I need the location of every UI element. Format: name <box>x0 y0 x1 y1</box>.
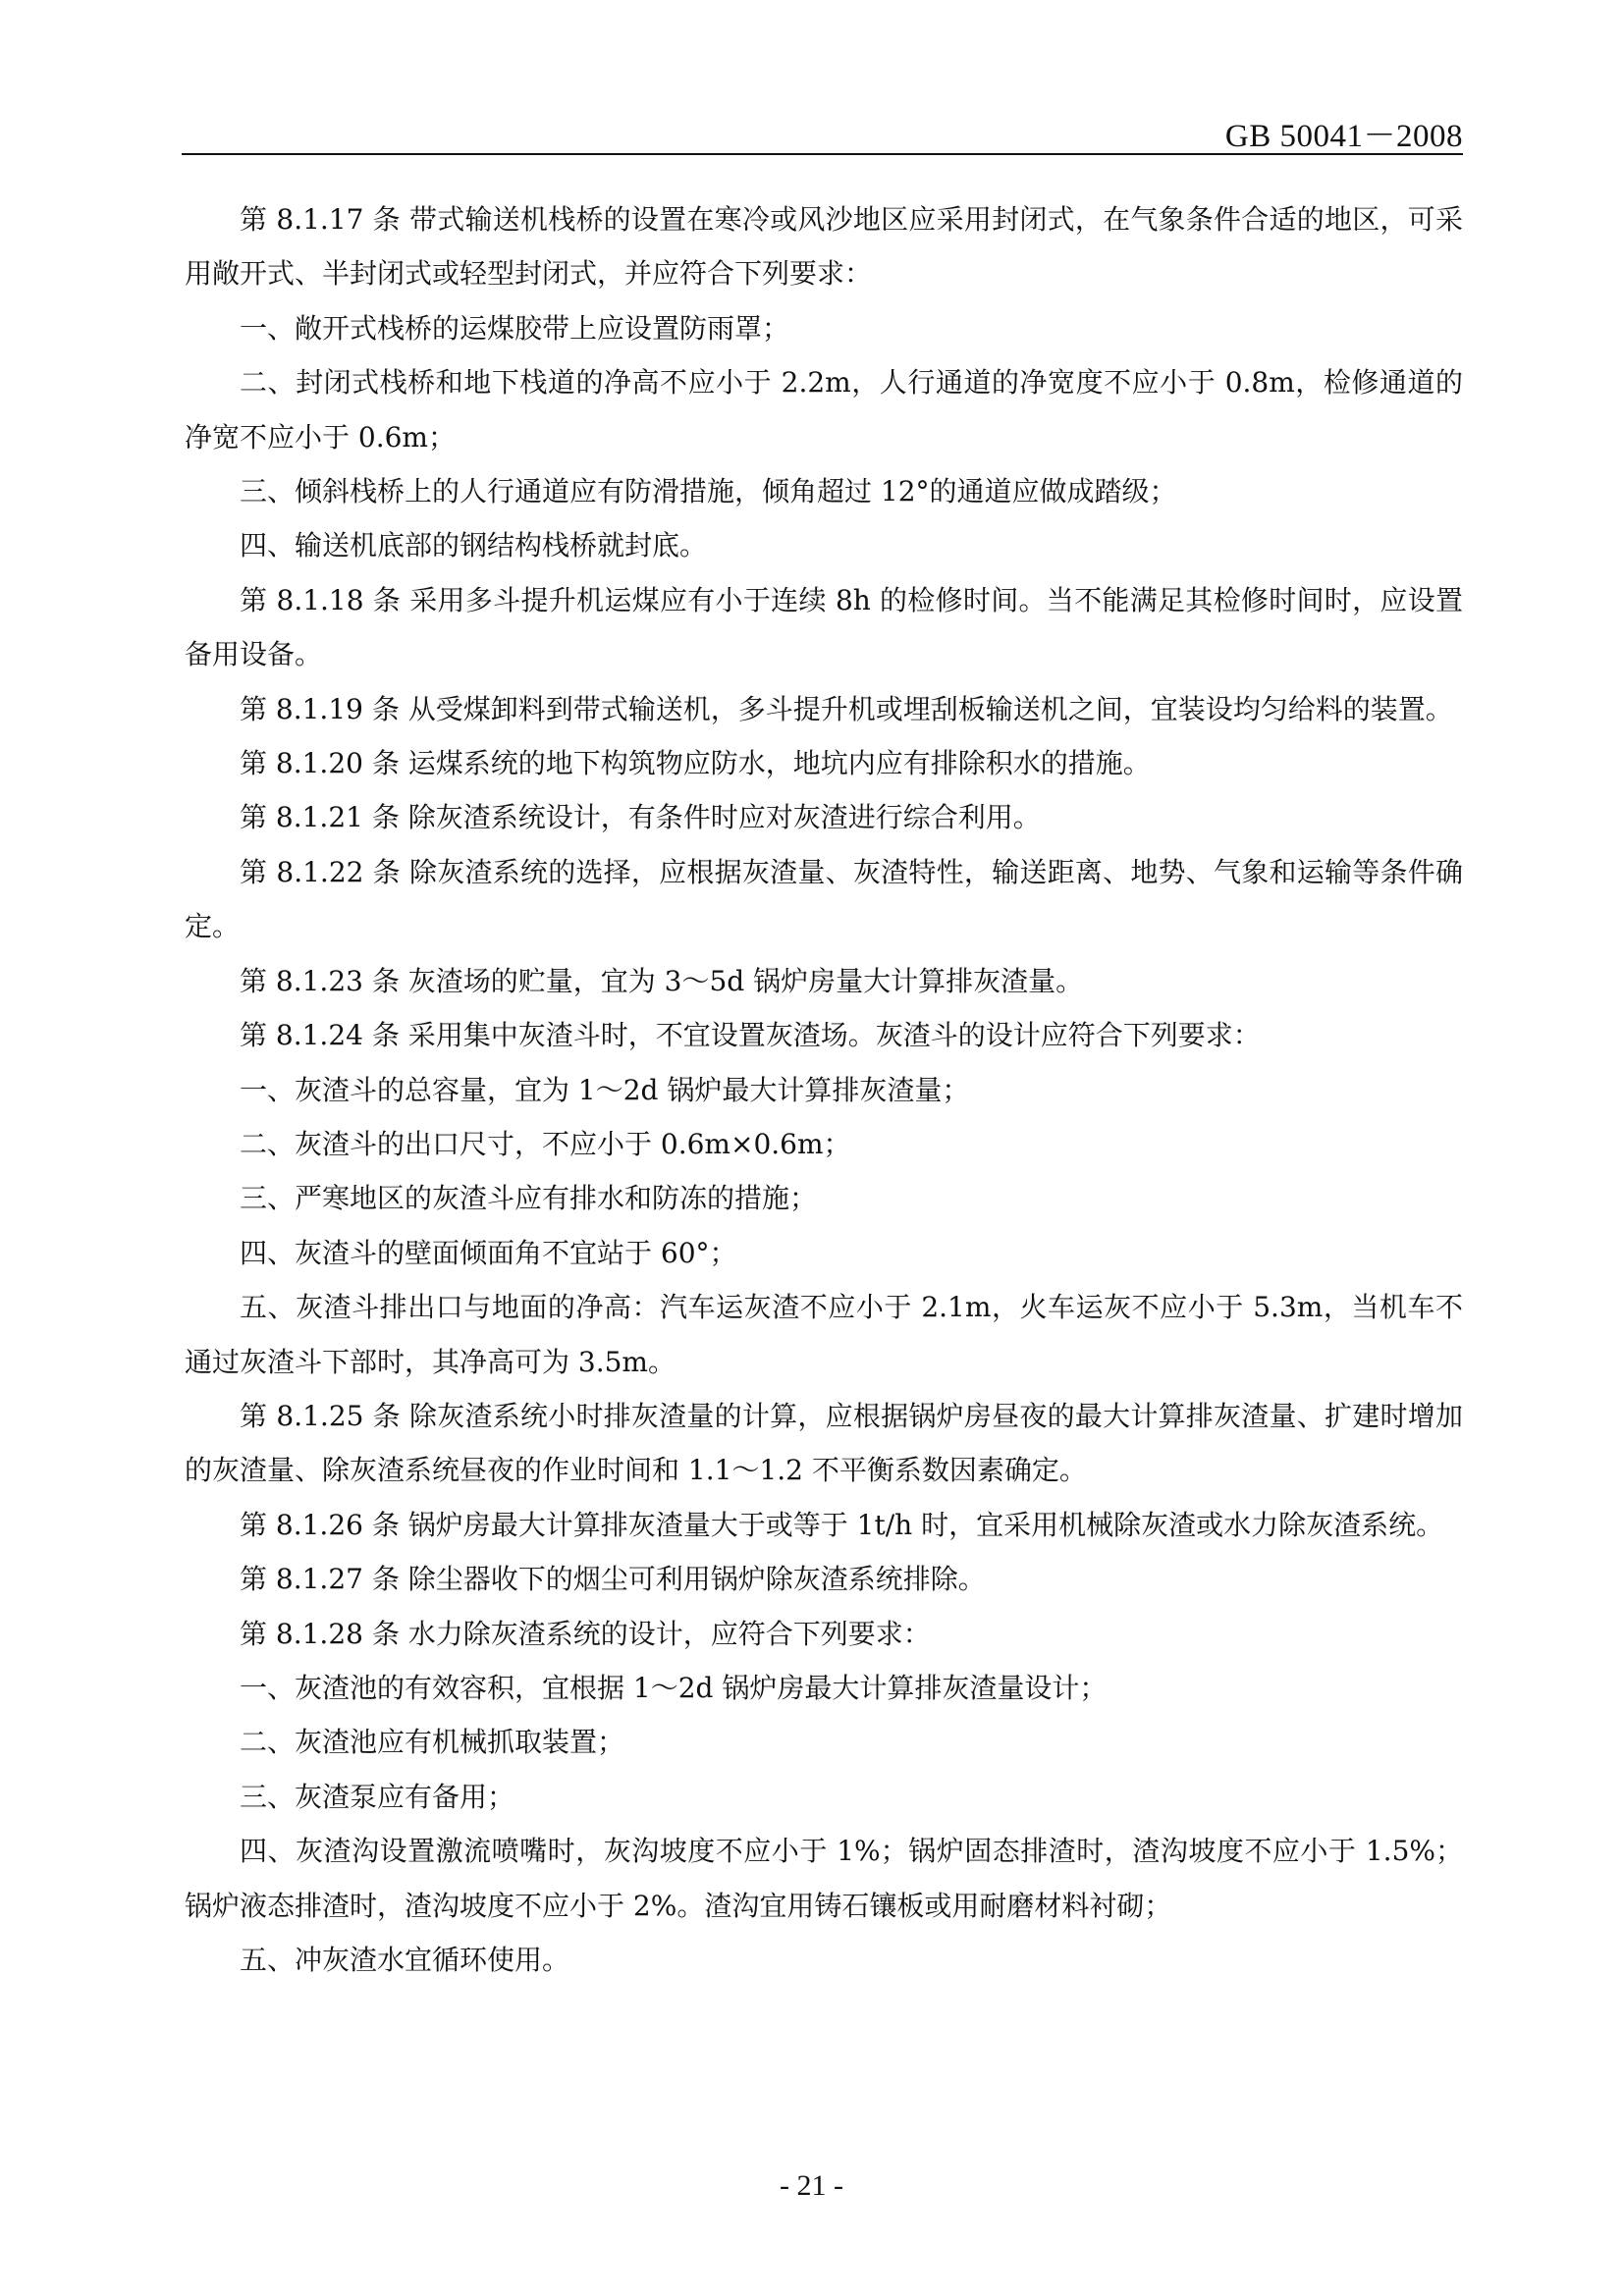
paragraph: 二、灰渣池应有机械抓取装置； <box>240 1726 625 1759</box>
paragraph: 第 8.1.28 条 水力除灰渣系统的设计，应符合下列要求： <box>240 1617 931 1650</box>
paragraph: 二、灰渣斗的出口尺寸，不应小于 0.6m×0.6m； <box>240 1127 851 1160</box>
paragraph: 第 8.1.19 条 从受煤卸料到带式输送机，多斗提升机或埋刮板输送机之间，宜装设均匀给料的装置。 <box>240 692 1453 725</box>
page-number: - 21 - <box>780 2169 843 2202</box>
paragraph: 第 8.1.20 条 运煤系统的地下构筑物应防水，地坑内应有排除积水的措施。 <box>240 747 1151 780</box>
paragraph: 一、敞开式栈桥的运煤胶带上应设置防雨罩； <box>240 311 790 345</box>
paragraph: 一、灰渣池的有效容积，宜根据 1～2d 锅炉房最大计算排灰渣量设计； <box>240 1671 1108 1704</box>
paragraph: 二、封闭式栈桥和地下栈道的净高不应小于 2.2m，人行通道的净宽度不应小于 0.8m，检修通道的净宽不应小于 0.6m； <box>185 366 1463 454</box>
paragraph: 第 8.1.18 条 采用多斗提升机运煤应有小于连续 8h 的检修时间。当不能满足其检修时间时，应设置备用设备。 <box>185 583 1463 671</box>
paragraph: 三、倾斜栈桥上的人行通道应有防滑措施，倾角超过 12°的通道应做成踏级； <box>240 475 1177 508</box>
paragraph: 第 8.1.24 条 采用集中灰渣斗时，不宜设置灰渣场。灰渣斗的设计应符合下列要求： <box>240 1019 1261 1052</box>
paragraph: 第 8.1.27 条 除尘器收下的烟尘可利用锅炉除灰渣系统排除。 <box>240 1563 986 1596</box>
paragraph: 四、输送机底部的钢结构栈桥就封底。 <box>240 529 708 562</box>
paragraph: 五、灰渣斗排出口与地面的净高：汽车运灰渣不应小于 2.1m，火车运灰不应小于 5.3m，当机车不通过灰渣斗下部时，其净高可为 3.5m。 <box>185 1291 1463 1378</box>
paragraph: 五、冲灰渣水宜循环使用。 <box>240 1944 570 1976</box>
page-header <box>182 108 1463 155</box>
paragraph: 一、灰渣斗的总容量，宜为 1～2d 锅炉最大计算排灰渣量； <box>240 1073 970 1106</box>
standard-code: GB 50041－2008 <box>1224 119 1463 154</box>
paragraph: 第 8.1.21 条 除灰渣系统设计，有条件时应对灰渣进行综合利用。 <box>240 801 1041 834</box>
paragraph: 四、灰渣斗的壁面倾面角不宜站于 60°； <box>240 1236 737 1269</box>
paragraph: 第 8.1.23 条 灰渣场的贮量，宜为 3～5d 锅炉房量大计算排灰渣量。 <box>240 964 1084 997</box>
paragraph: 四、灰渣沟设置激流喷嘴时，灰沟坡度不应小于 1%；锅炉固态排渣时，渣沟坡度不应小于 1.5%；锅炉液态排渣时，渣沟坡度不应小于 2%。渣沟宜用铸石镶板或用耐磨材料衬砌； <box>185 1835 1463 1922</box>
paragraph: 三、严寒地区的灰渣斗应有排水和防冻的措施； <box>240 1182 818 1215</box>
paragraph: 第 8.1.25 条 除灰渣系统小时排灰渣量的计算，应根据锅炉房昼夜的最大计算排灰渣量、扩建时增加的灰渣量、除灰渣系统昼夜的作业时间和 1.1～1.2 不平衡系数因素确定。 <box>185 1399 1463 1487</box>
paragraph: 第 8.1.17 条 带式输送机栈桥的设置在寒冷或风沙地区应采用封闭式，在气象条件合适的地区，可采用敞开式、半封闭式或轻型封闭式，并应符合下列要求： <box>185 203 1463 291</box>
document-body <box>185 192 1463 1987</box>
paragraph: 第 8.1.22 条 除灰渣系统的选择，应根据灰渣量、灰渣特性，输送距离、地势、气象和运输等条件确定。 <box>185 855 1463 943</box>
paragraph: 第 8.1.26 条 锅炉房最大计算排灰渣量大于或等于 1t/h 时，宜采用机械除灰渣或水力除灰渣系统。 <box>240 1508 1444 1541</box>
paragraph: 三、灰渣泵应有备用； <box>240 1780 515 1813</box>
